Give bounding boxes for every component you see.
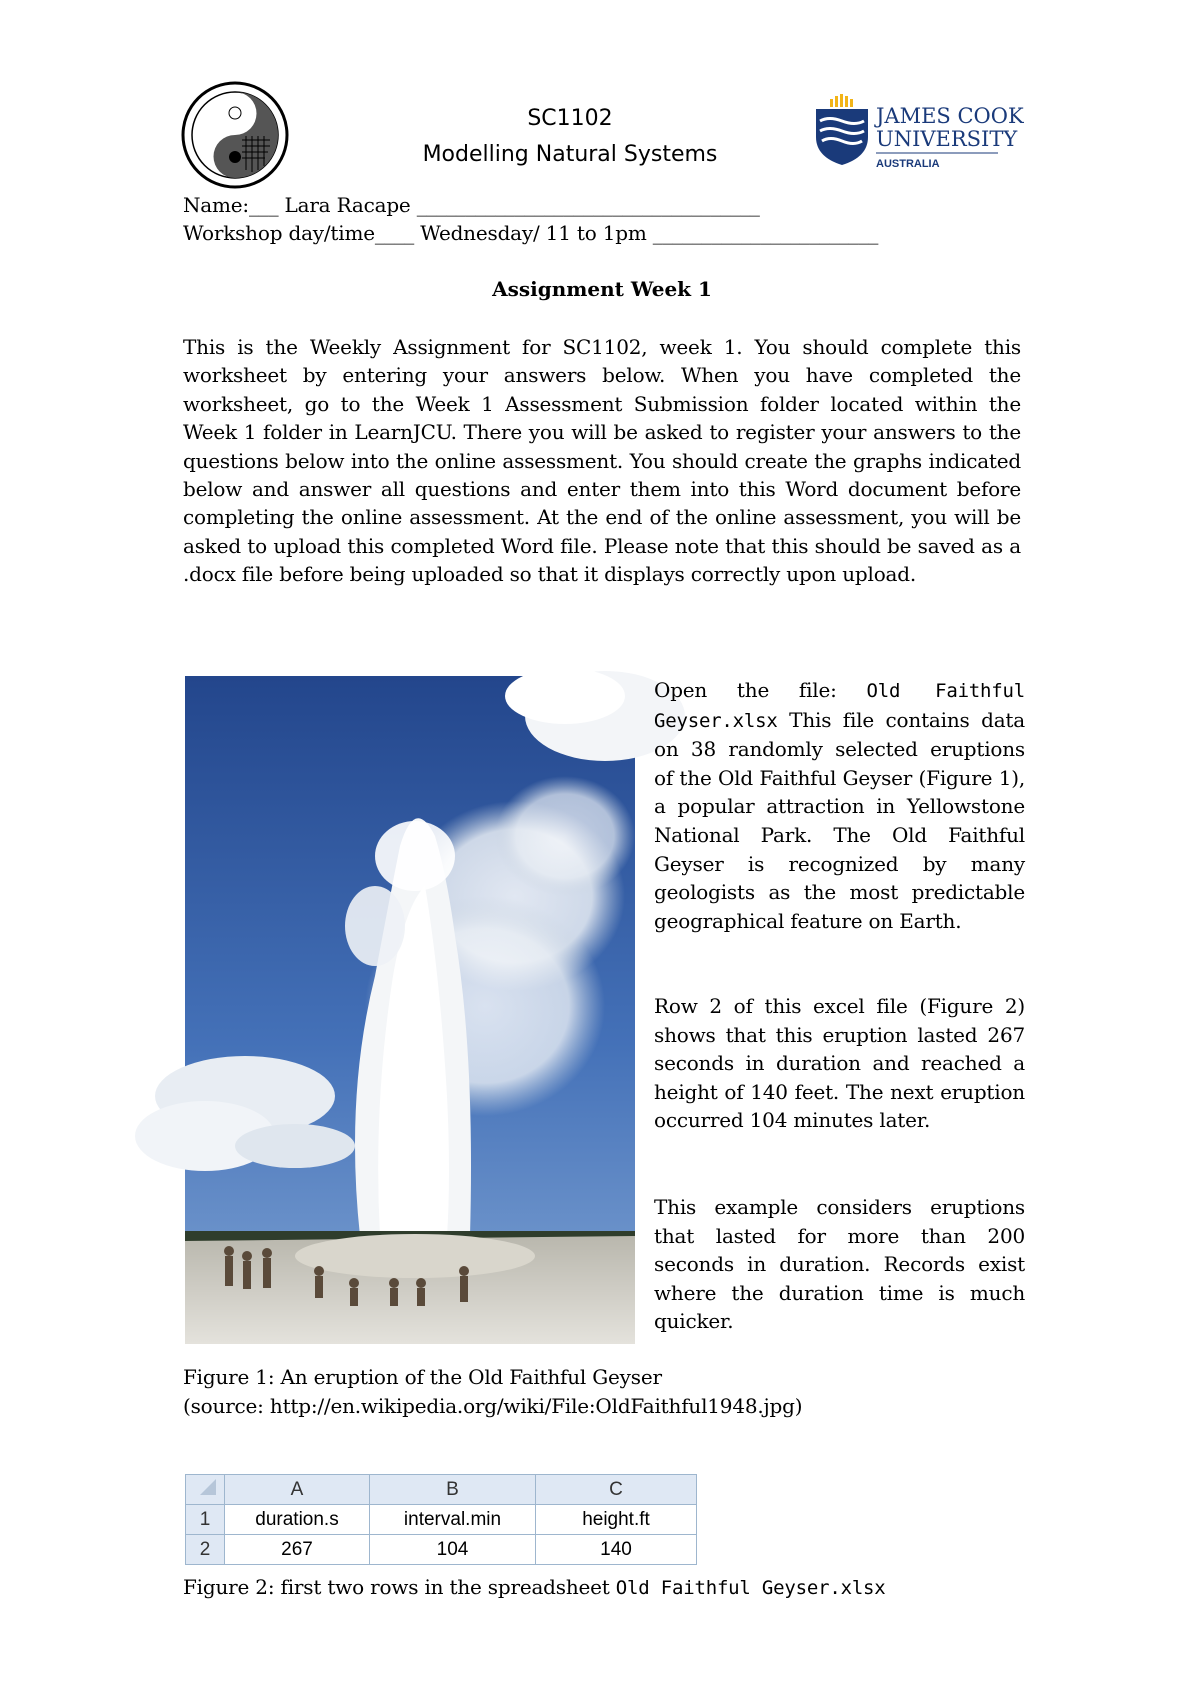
select-all-corner [186, 1475, 225, 1505]
old-faithful-geyser-photo [185, 676, 635, 1344]
file-description-text: This file contains data on 38 randomly selected eruptions of the Old Faithful Geyser (Figure 1), a popular attraction in Yellowstone National Park. The Old Faithful Geyser is recognized by many geologists as the most predictable geographical feature on Earth. [654, 707, 1025, 933]
figure-2-caption [183, 1573, 886, 1602]
column-header-a: A [225, 1475, 370, 1505]
file-description-paragraph [654, 676, 1025, 935]
table-cell: 140 [536, 1535, 697, 1565]
row-2-description-paragraph: Row 2 of this excel file (Figure 2) shows that this eruption lasted 267 seconds in duration and reached a height of 140 feet. The next eruption occurred 104 minutes later. [654, 994, 1025, 1133]
jcu-name-line2: UNIVERSITY [876, 127, 1018, 151]
row-number: 1 [186, 1505, 225, 1535]
table-row [186, 1535, 697, 1565]
jcu-logo [812, 93, 1024, 173]
table-row [186, 1505, 697, 1535]
figure-1-caption: Figure 1: An eruption of the Old Faithful Geyser [183, 1365, 662, 1389]
jcu-name-line1: JAMES COOK [876, 104, 1024, 128]
corner-triangle-icon [190, 1476, 220, 1498]
figure-1-source: (source: http://en.wikipedia.org/wiki/File:OldFaithful1948.jpg) [183, 1394, 803, 1418]
row-number: 2 [186, 1535, 225, 1565]
column-header-row [186, 1475, 697, 1505]
column-header-c: C [536, 1475, 697, 1505]
figure-2-file-name: Old Faithful Geyser.xlsx [615, 1577, 886, 1599]
jcu-country: AUSTRALIA [876, 158, 940, 170]
table-cell: 267 [225, 1535, 370, 1565]
university-seal-logo [180, 80, 290, 190]
table-cell: interval.min [370, 1505, 536, 1535]
intro-paragraph: This is the Weekly Assignment for SC1102, week 1. You should complete this worksheet by entering your answers below. When you have completed the worksheet, go to the Week 1 Assessment Submission folder located within the Week 1 folder in LearnJCU. There you will be asked to register your answers to the questions below into the online assessment. You should create the graphs indicated below and answer all questions and enter them into this Word document before completing the online assessment. At the end of the online assessment, you will be asked to upload this completed Word file. Please note that this should be saved as a .docx file before being uploaded so that it displays correctly upon upload. [183, 335, 1021, 587]
file-name: Old Faithful Geyser.xlsx [654, 680, 1026, 732]
table-cell: duration.s [225, 1505, 370, 1535]
figure-2-caption-text: Figure 2: first two rows in the spreadsheet [183, 1575, 616, 1599]
course-title: Modelling Natural Systems [422, 142, 718, 167]
workshop-time-line: Workshop day/time____ Wednesday/ 11 to 1pm _______________________ [183, 221, 879, 245]
table-cell: height.ft [536, 1505, 697, 1535]
spreadsheet-excerpt [185, 1474, 697, 1565]
table-cell: 104 [370, 1535, 536, 1565]
column-header-b: B [370, 1475, 536, 1505]
student-name-line: Name:___ Lara Racape ___________________________________ [183, 193, 760, 217]
open-file-prefix: Open the file: [654, 678, 867, 702]
course-code: SC1102 [527, 106, 613, 131]
duration-note-paragraph: This example considers eruptions that lasted for more than 200 seconds in duration. Records exist where the duration time is much quicker. [654, 1195, 1025, 1334]
assignment-title: Assignment Week 1 [492, 277, 712, 301]
